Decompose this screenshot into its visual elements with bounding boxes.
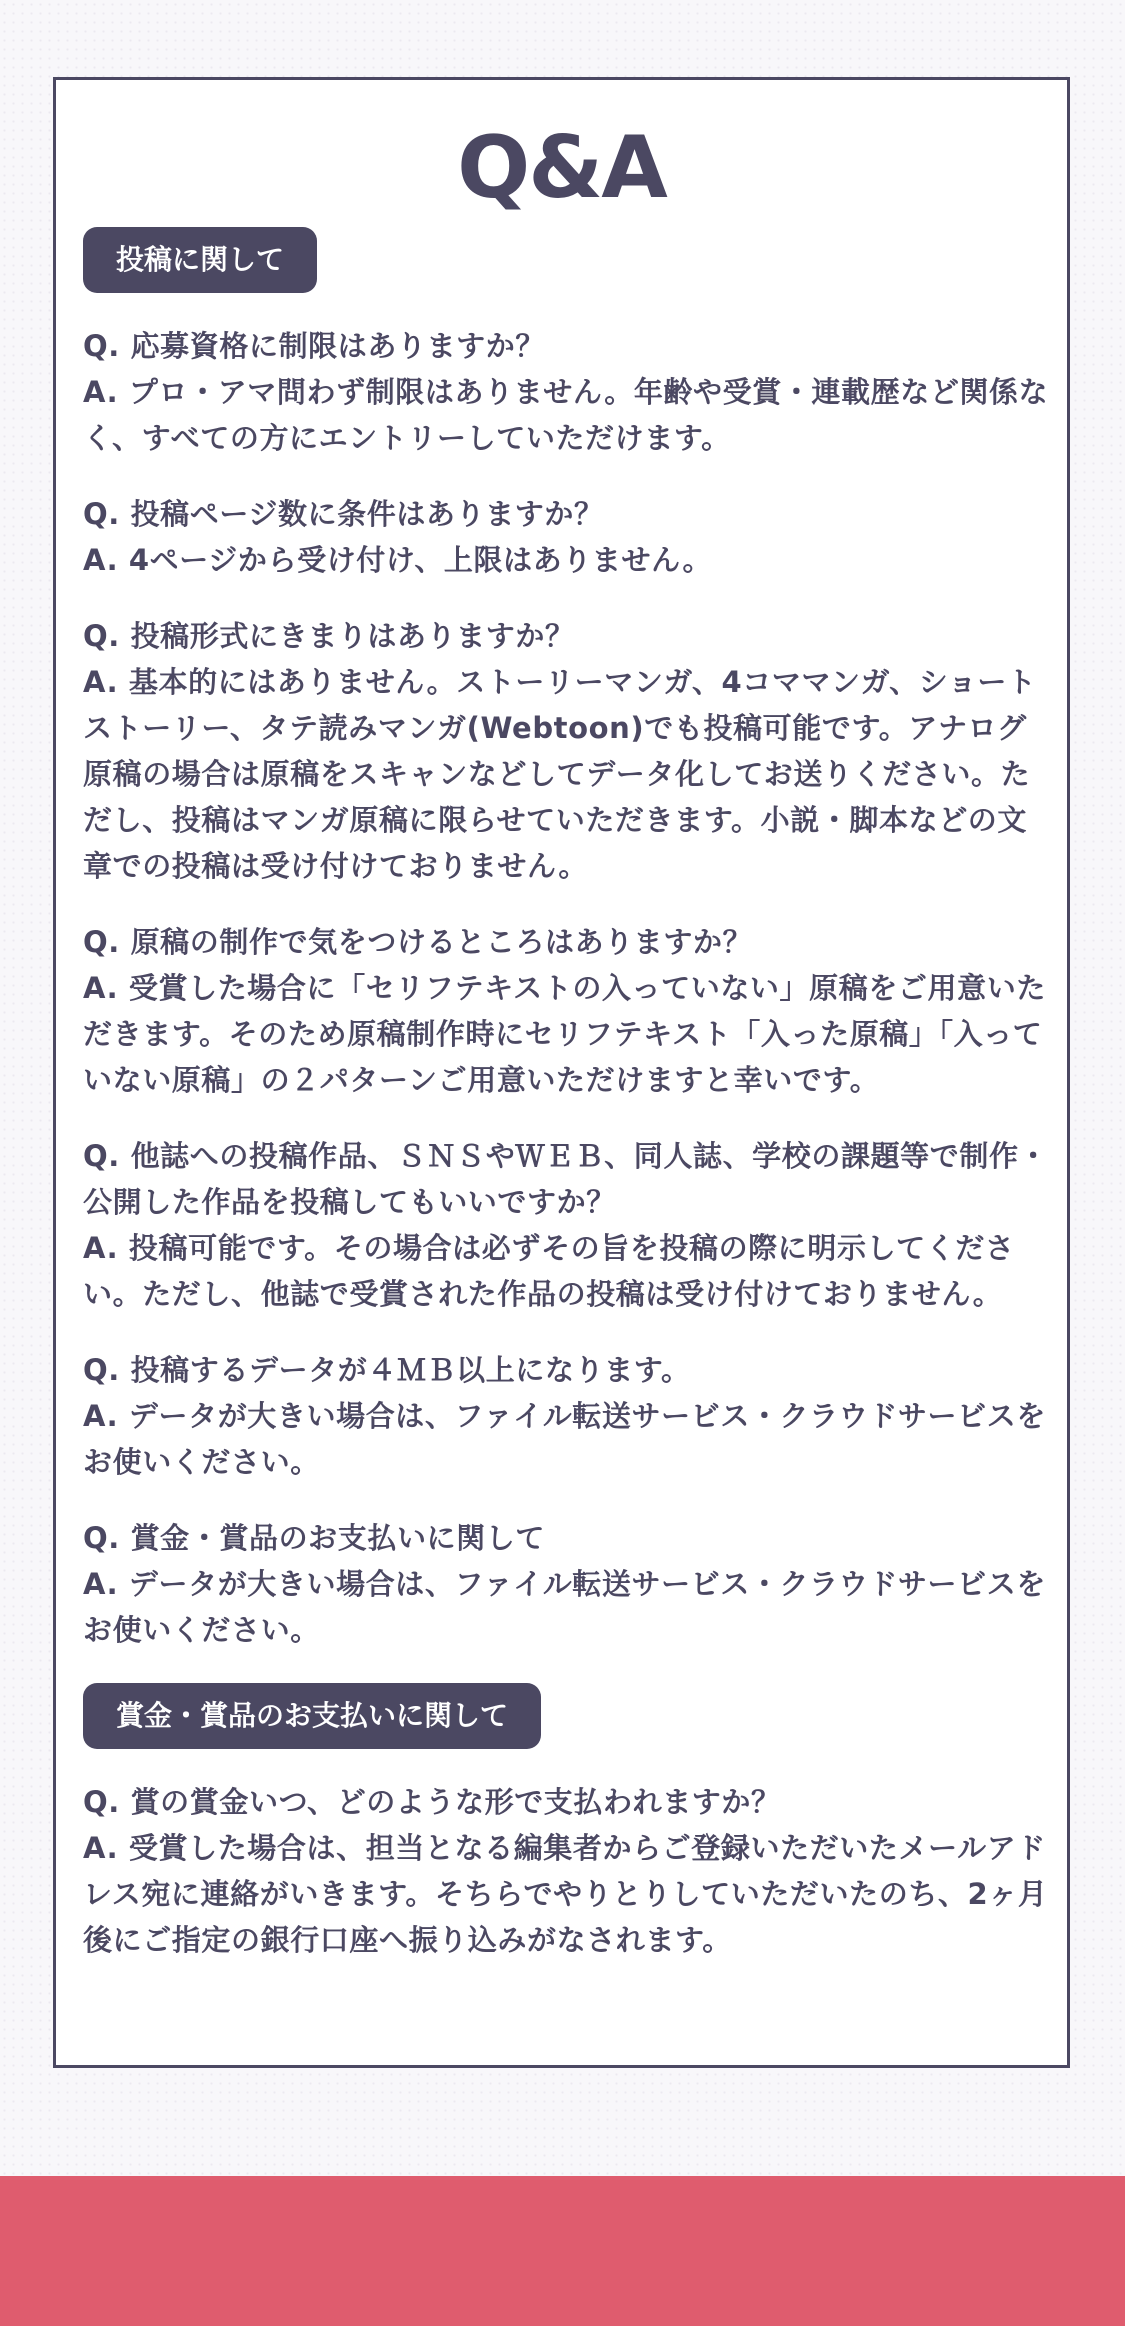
answer: A. 基本的にはありません。ストーリーマンガ、4コママンガ、ショートストーリー、タテ読みマンガ(Webtoon)でも投稿可能です。アナログ原稿の場合は原稿をスキャンなどしてデータ化してお送りください。ただし、投稿はマンガ原稿に限らせていただきます。小説・脚本などの文章での投稿は受け付けておりません。 — [83, 665, 1037, 883]
question: Q. 投稿するデータが４ＭＢ以上になります。 — [83, 1353, 691, 1387]
question: Q. 賞の賞金いつ、どのような形で支払われますか？ — [83, 1785, 781, 1819]
question: Q. 原稿の制作で気をつけるところはありますか？ — [83, 925, 753, 959]
answer: A. 受賞した場合に「セリフテキストの入っていない」原稿をご用意いただきます。そのため原稿制作時にセリフテキスト「入った原稿」「入っていない原稿」の２パターンご用意いただけますと幸いです。 — [83, 971, 1046, 1097]
question: Q. 投稿形式にきまりはありますか？ — [83, 619, 575, 653]
answer: A. プロ・アマ問わず制限はありません。年齢や受賞・連載歴など関係なく、すべての方にエントリーしていただけます。 — [83, 375, 1049, 455]
question: Q. 他誌への投稿作品、ＳＮＳやＷＥＢ、同人誌、学校の課題等で制作・公開した作品を投稿してもいいですか？ — [83, 1139, 1049, 1219]
answer: A. 4ページから受け付け、上限はありません。 — [83, 543, 713, 577]
page-title: Q&A — [457, 118, 666, 218]
qa-panel — [53, 77, 1070, 2068]
qa-item — [83, 1515, 1051, 1653]
qa-item — [83, 1779, 1051, 1963]
answer: A. 受賞した場合は、担当となる編集者からご登録いただいたメールアドレス宛に連絡がいきます。そちらでやりとりしていただいたのち、2ヶ月後にご指定の銀行口座へ振り込みがなされます。 — [83, 1831, 1048, 1957]
question: Q. 応募資格に制限はありますか？ — [83, 329, 545, 363]
qa-item — [83, 1347, 1051, 1485]
section-label-submission: 投稿に関して — [83, 227, 317, 293]
answer: A. データが大きい場合は、ファイル転送サービス・クラウドサービスをお使いください。 — [83, 1399, 1046, 1479]
footer-band — [0, 2176, 1125, 2326]
qa-item — [83, 491, 1051, 583]
qa-item — [83, 613, 1051, 889]
qa-item — [83, 919, 1051, 1103]
section-label-payment: 賞金・賞品のお支払いに関して — [83, 1683, 541, 1749]
qa-item — [83, 323, 1051, 461]
qa-item — [83, 1133, 1051, 1317]
question: Q. 賞金・賞品のお支払いに関して — [83, 1521, 545, 1555]
question: Q. 投稿ページ数に条件はありますか？ — [83, 497, 604, 531]
answer: A. データが大きい場合は、ファイル転送サービス・クラウドサービスをお使いください。 — [83, 1567, 1046, 1647]
qa-content — [83, 227, 1051, 1963]
section-payment — [83, 1683, 1051, 1963]
answer: A. 投稿可能です。その場合は必ずその旨を投稿の際に明示してください。ただし、他誌で受賞された作品の投稿は受け付けておりません。 — [83, 1231, 1015, 1311]
